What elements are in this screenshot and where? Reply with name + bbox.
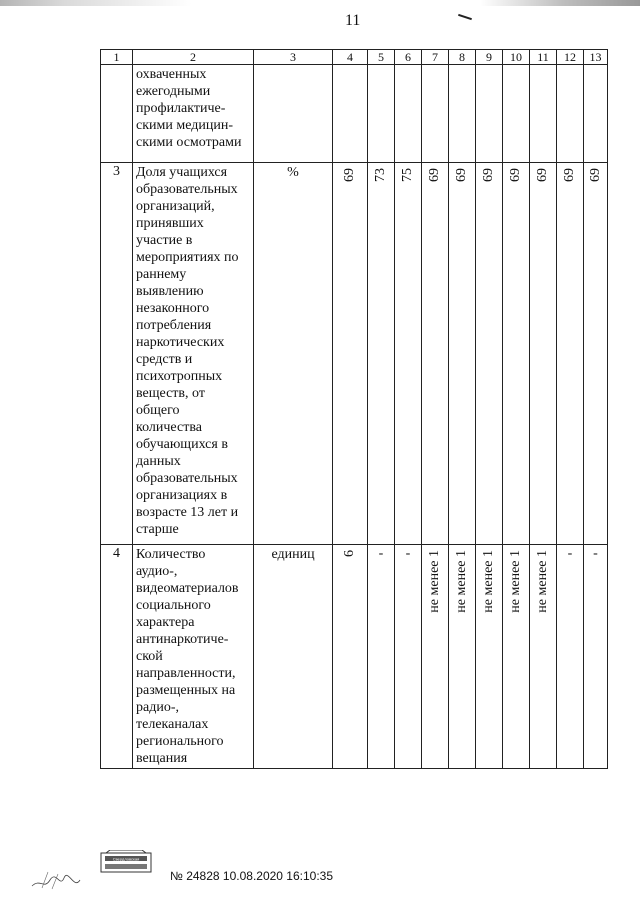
indicator-name-line: охваченных bbox=[136, 67, 207, 82]
page-number: 11 bbox=[345, 12, 361, 29]
value-cell-col-8 bbox=[449, 65, 476, 163]
indicator-name-line: незаконного bbox=[136, 301, 210, 316]
indicator-name-line: скими медицин- bbox=[136, 118, 234, 133]
value-cell-col-9 bbox=[476, 545, 503, 769]
indicator-name-line: социального bbox=[136, 598, 211, 613]
value-text: 69 bbox=[342, 168, 357, 182]
indicator-name-line: вещания bbox=[136, 751, 188, 766]
indicator-name-line: образовательных bbox=[136, 182, 238, 197]
row-number bbox=[101, 65, 133, 163]
value-text: не менее 1 bbox=[535, 550, 550, 613]
header-cell-7: 7 bbox=[422, 50, 449, 65]
header-cell-2: 2 bbox=[133, 50, 254, 65]
indicator-name-line: раннему bbox=[136, 267, 187, 282]
header-cell-9: 9 bbox=[476, 50, 503, 65]
header-cell-13: 13 bbox=[584, 50, 608, 65]
value-cell-col-12 bbox=[557, 545, 584, 769]
value-cell-col-9 bbox=[476, 65, 503, 163]
value-text: не менее 1 bbox=[454, 550, 469, 613]
value-text: 69 bbox=[454, 168, 469, 182]
indicator-name bbox=[133, 65, 254, 163]
table-row bbox=[101, 163, 608, 545]
value-cell-col-6 bbox=[395, 65, 422, 163]
value-text: 69 bbox=[587, 168, 603, 182]
indicator-name-line: видеоматериалов bbox=[136, 581, 239, 596]
value-text: 69 bbox=[427, 168, 442, 182]
header-cell-5: 5 bbox=[368, 50, 395, 65]
indicator-name-line: аудио-, bbox=[136, 564, 178, 579]
row-number: 3 bbox=[101, 163, 133, 545]
value-cell-col-6 bbox=[395, 545, 422, 769]
value-text: 69 bbox=[562, 168, 577, 182]
indicator-name-line: общего bbox=[136, 403, 180, 418]
indicator-name-line: радио-, bbox=[136, 700, 179, 715]
value-text: 75 bbox=[400, 168, 415, 182]
value-cell-col-13 bbox=[584, 65, 608, 163]
registration-line: № 24828 10.08.2020 16:10:35 bbox=[170, 869, 334, 883]
indicator-name-line: антинаркотиче- bbox=[136, 632, 229, 647]
indicator-name-line: участие в bbox=[136, 233, 193, 248]
value-text: не менее 1 bbox=[427, 550, 442, 613]
value-cell-col-7 bbox=[422, 545, 449, 769]
value-cell-col-6 bbox=[395, 163, 422, 545]
indicator-name bbox=[133, 163, 254, 545]
indicator-name-line: ской bbox=[136, 649, 163, 664]
indicator-name-line: направленности, bbox=[136, 666, 236, 681]
value-cell-col-7 bbox=[422, 65, 449, 163]
indicator-table bbox=[100, 49, 608, 769]
value-text: 69 bbox=[508, 168, 523, 182]
header-cell-3: 3 bbox=[254, 50, 333, 65]
value-text: - bbox=[567, 546, 573, 561]
unit-cell: % bbox=[254, 163, 333, 545]
indicator-name-line: регионального bbox=[136, 734, 224, 749]
value-text: - bbox=[378, 546, 384, 561]
indicator-name-line: профилактиче- bbox=[136, 101, 226, 116]
indicator-name-line: веществ, от bbox=[136, 386, 205, 401]
indicator-name-line: характера bbox=[136, 615, 195, 630]
value-text: 6 bbox=[342, 550, 357, 557]
table-row bbox=[101, 65, 608, 163]
value-text: - bbox=[405, 546, 411, 561]
stamp-text: Свердловская bbox=[112, 856, 140, 862]
value-text: 73 bbox=[373, 168, 388, 182]
indicator-name-line: Количество bbox=[136, 547, 206, 562]
value-cell-col-8 bbox=[449, 545, 476, 769]
indicator-name bbox=[133, 545, 254, 769]
value-cell-col-12 bbox=[557, 65, 584, 163]
unit-cell: единиц bbox=[254, 545, 333, 769]
indicator-name-line: обучающихся в bbox=[136, 437, 228, 452]
value-cell-col-4 bbox=[333, 545, 368, 769]
indicator-name-line: ежегодными bbox=[136, 84, 211, 99]
value-cell-col-4 bbox=[333, 65, 368, 163]
value-text: не менее 1 bbox=[508, 550, 523, 613]
signature-scribble bbox=[30, 868, 92, 892]
value-cell-col-9 bbox=[476, 163, 503, 545]
indicator-name-line: размещенных на bbox=[136, 683, 236, 698]
value-text: не менее 1 bbox=[481, 550, 496, 613]
value-cell-col-4 bbox=[333, 163, 368, 545]
indicator-name-line: мероприятиях по bbox=[136, 250, 239, 265]
value-cell-col-11 bbox=[530, 163, 557, 545]
table-row bbox=[101, 545, 608, 769]
value-cell-col-7 bbox=[422, 163, 449, 545]
indicator-name-line: принявших bbox=[136, 216, 204, 231]
indicator-name-line: организаций, bbox=[136, 199, 215, 214]
indicator-name-line: психотропных bbox=[136, 369, 223, 384]
indicator-name-line: Доля учащихся bbox=[136, 165, 228, 180]
indicator-name-line: старше bbox=[136, 522, 179, 537]
indicator-name-line: потребления bbox=[136, 318, 212, 333]
value-cell-col-11 bbox=[530, 65, 557, 163]
header-cell-6: 6 bbox=[395, 50, 422, 65]
indicator-name-line: возрасте 13 лет и bbox=[136, 505, 239, 520]
scan-mark bbox=[458, 14, 472, 20]
indicator-name-line: организациях в bbox=[136, 488, 228, 503]
table-header-row bbox=[101, 50, 608, 65]
indicator-name-line: данных bbox=[136, 454, 181, 469]
scan-edge-artifact bbox=[0, 0, 640, 6]
value-text: 69 bbox=[481, 168, 496, 182]
indicator-name-line: скими осмотрами bbox=[136, 135, 242, 150]
value-cell-col-5 bbox=[368, 545, 395, 769]
indicator-name-line: средств и bbox=[136, 352, 193, 367]
value-cell-col-11 bbox=[530, 545, 557, 769]
indicator-name-line: наркотических bbox=[136, 335, 225, 350]
header-cell-10: 10 bbox=[503, 50, 530, 65]
value-cell-col-12 bbox=[557, 163, 584, 545]
value-cell-col-5 bbox=[368, 163, 395, 545]
value-cell-col-5 bbox=[368, 65, 395, 163]
value-text: - bbox=[593, 546, 598, 561]
header-cell-1: 1 bbox=[101, 50, 133, 65]
value-cell-col-10 bbox=[503, 163, 530, 545]
value-cell-col-10 bbox=[503, 65, 530, 163]
indicator-name-line: количества bbox=[136, 420, 202, 435]
header-cell-11: 11 bbox=[530, 50, 557, 65]
indicator-name-line: образовательных bbox=[136, 471, 238, 486]
value-cell-col-10 bbox=[503, 545, 530, 769]
stamp-logo bbox=[100, 850, 152, 874]
header-cell-8: 8 bbox=[449, 50, 476, 65]
value-text: 69 bbox=[535, 168, 550, 182]
header-cell-12: 12 bbox=[557, 50, 584, 65]
row-number: 4 bbox=[101, 545, 133, 769]
indicator-name-line: выявлению bbox=[136, 284, 204, 299]
value-cell-col-8 bbox=[449, 163, 476, 545]
header-cell-4: 4 bbox=[333, 50, 368, 65]
value-cell-col-13 bbox=[584, 545, 608, 769]
value-cell-col-13 bbox=[584, 163, 608, 545]
unit-cell bbox=[254, 65, 333, 163]
indicator-name-line: телеканалах bbox=[136, 717, 209, 732]
